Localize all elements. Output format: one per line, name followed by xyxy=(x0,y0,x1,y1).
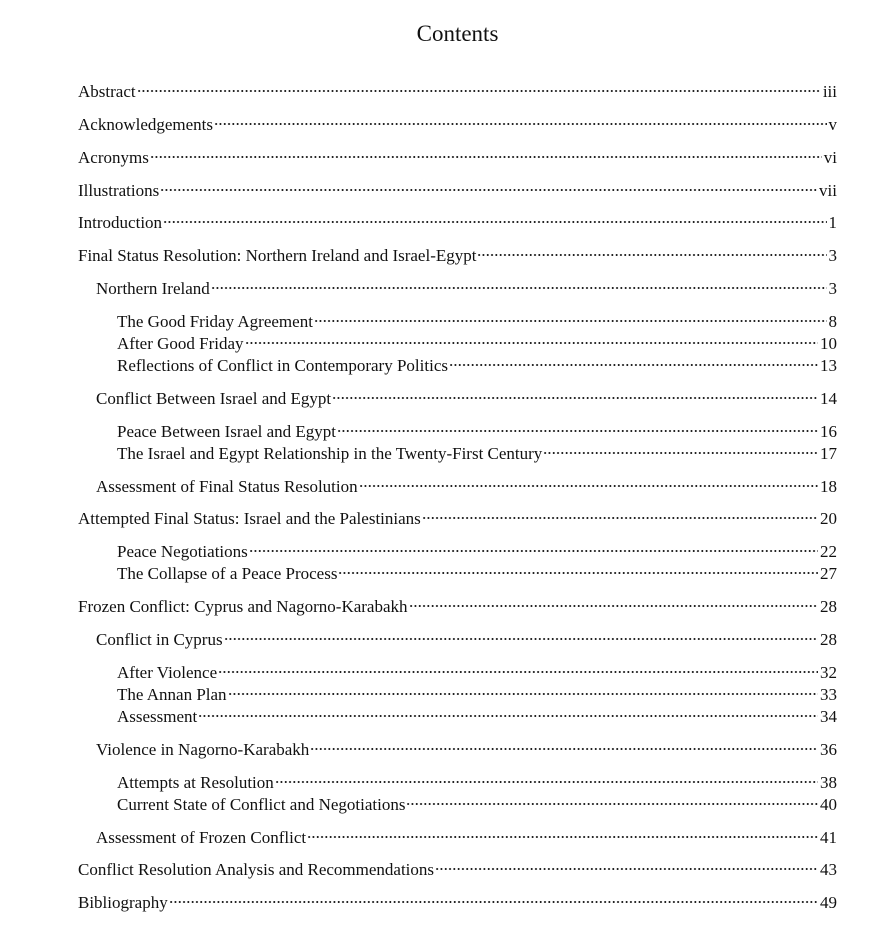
toc-entry-label: Assessment of Frozen Conflict xyxy=(96,828,307,847)
toc-page-number: 27 xyxy=(820,564,837,583)
toc-entry-peace-israel-egypt[interactable] xyxy=(117,421,837,443)
toc-page-number: 1 xyxy=(828,213,837,232)
dot-leader xyxy=(249,550,818,552)
toc-entry-label: Attempts at Resolution xyxy=(117,773,274,792)
toc-entry-annan-plan[interactable] xyxy=(117,684,837,706)
dot-leader xyxy=(435,868,818,870)
toc-entry-conflict-in-cyprus[interactable] xyxy=(96,629,837,651)
toc-page-number: 18 xyxy=(820,477,837,496)
dot-leader xyxy=(477,254,826,256)
toc-entry-label: Final Status Resolution: Northern Ireland and Israel-Egypt xyxy=(78,246,477,265)
dot-leader xyxy=(332,397,818,399)
toc-entry-label: Introduction xyxy=(78,213,163,232)
toc-entry-label: Acronyms xyxy=(78,148,149,167)
toc-page-number: 13 xyxy=(820,356,837,375)
dot-leader xyxy=(307,836,818,838)
dot-leader xyxy=(449,364,818,366)
dot-leader xyxy=(224,638,818,640)
toc-entry-after-good-friday[interactable] xyxy=(117,333,837,355)
dot-leader xyxy=(245,342,818,344)
toc-page-number: 33 xyxy=(820,685,837,704)
toc-entry-label: The Israel and Egypt Relationship in the Twenty-First Century xyxy=(117,444,543,463)
toc-page-number: v xyxy=(828,115,837,134)
toc-entry-attempts-at-resolution[interactable] xyxy=(117,772,837,794)
dot-leader xyxy=(359,485,818,487)
toc-entry-label: Peace Between Israel and Egypt xyxy=(117,422,337,441)
toc-entry-frozen-conflict[interactable] xyxy=(78,596,837,618)
toc-page-number: vi xyxy=(823,148,837,167)
toc-entry-conflict-israel-egypt[interactable] xyxy=(96,388,837,410)
toc-entry-final-status-resolution[interactable] xyxy=(78,245,837,267)
toc-entry-introduction[interactable] xyxy=(78,212,837,234)
toc-page-number: 49 xyxy=(820,893,837,912)
toc-entry-label: The Annan Plan xyxy=(117,685,227,704)
toc-entry-abstract[interactable] xyxy=(78,81,837,103)
dot-leader xyxy=(163,221,826,223)
toc-page-number: 17 xyxy=(820,444,837,463)
toc-entry-assessment-final-status[interactable] xyxy=(96,476,837,498)
dot-leader xyxy=(314,320,827,322)
toc-entry-violence-nagorno-karabakh[interactable] xyxy=(96,739,837,761)
toc-entry-after-violence[interactable] xyxy=(117,662,837,684)
toc-page-number: 16 xyxy=(820,422,837,441)
toc-page-number: 41 xyxy=(820,828,837,847)
toc-entry-label: The Collapse of a Peace Process xyxy=(117,564,338,583)
toc-entry-label: Current State of Conflict and Negotiations xyxy=(117,795,406,814)
toc-entry-label: Assessment of Final Status Resolution xyxy=(96,477,358,496)
toc-page-number: vii xyxy=(819,181,837,200)
dot-leader xyxy=(543,452,818,454)
toc-page-number: 28 xyxy=(820,597,837,616)
dot-leader xyxy=(211,287,827,289)
toc-page-number: 32 xyxy=(820,663,837,682)
dot-leader xyxy=(214,123,826,125)
toc-page-number: 43 xyxy=(820,860,837,879)
toc-entry-northern-ireland[interactable] xyxy=(96,278,837,300)
dot-leader xyxy=(422,517,818,519)
toc-entry-peace-negotiations[interactable] xyxy=(117,541,837,563)
toc-page-number: 20 xyxy=(820,509,837,528)
toc-entry-illustrations[interactable] xyxy=(78,180,837,202)
toc-page-number: 3 xyxy=(828,246,837,265)
toc-entry-label: Abstract xyxy=(78,82,136,101)
dot-leader xyxy=(160,189,817,191)
dot-leader xyxy=(150,156,822,158)
dot-leader xyxy=(198,715,818,717)
toc-entry-reflections-of-conflict[interactable] xyxy=(117,355,837,377)
toc-entry-bibliography[interactable] xyxy=(78,892,837,914)
toc-entry-label: Illustrations xyxy=(78,181,160,200)
toc-page-number: 22 xyxy=(820,542,837,561)
toc-entry-israel-egypt-relationship[interactable] xyxy=(117,443,837,465)
dot-leader xyxy=(218,671,818,673)
toc-page-number: 14 xyxy=(820,389,837,408)
toc-entry-label: After Good Friday xyxy=(117,334,244,353)
dot-leader xyxy=(338,572,818,574)
toc-entry-label: Assessment xyxy=(117,707,198,726)
toc-entry-analysis-and-recommendations[interactable] xyxy=(78,859,837,881)
toc-entry-attempted-final-status[interactable] xyxy=(78,508,837,530)
toc-entry-label: Bibliography xyxy=(78,893,168,912)
toc-entry-label: Conflict Between Israel and Egypt xyxy=(96,389,332,408)
toc-page-number: 28 xyxy=(820,630,837,649)
toc-entry-label: After Violence xyxy=(117,663,218,682)
toc-entry-acknowledgements[interactable] xyxy=(78,114,837,136)
toc-entry-label: Reflections of Conflict in Contemporary Politics xyxy=(117,356,448,375)
dot-leader xyxy=(406,803,818,805)
dot-leader xyxy=(169,901,818,903)
toc-entry-acronyms[interactable] xyxy=(78,147,837,169)
toc-entry-current-state-of-conflict[interactable] xyxy=(117,794,837,816)
page-title: Contents xyxy=(416,21,499,46)
toc-entry-assessment[interactable] xyxy=(117,706,837,728)
toc-entry-label: Conflict in Cyprus xyxy=(96,630,223,649)
toc-page-number: 3 xyxy=(828,279,837,298)
dot-leader xyxy=(409,605,818,607)
dot-leader xyxy=(337,430,818,432)
toc-entry-label: Conflict Resolution Analysis and Recommendations xyxy=(78,860,435,879)
toc-entry-label: Peace Negotiations xyxy=(117,542,248,561)
toc-page-number: 36 xyxy=(820,740,837,759)
toc-entry-label: The Good Friday Agreement xyxy=(117,312,313,331)
toc-page-number: 8 xyxy=(828,312,837,331)
toc-page-number: 10 xyxy=(820,334,837,353)
dot-leader xyxy=(137,90,821,92)
dot-leader xyxy=(275,781,818,783)
toc-entry-label: Northern Ireland xyxy=(96,279,210,298)
toc-entry-label: Violence in Nagorno-Karabakh xyxy=(96,740,310,759)
toc-page-number: iii xyxy=(822,82,837,101)
toc-page-number: 38 xyxy=(820,773,837,792)
toc-entry-good-friday-agreement[interactable] xyxy=(117,311,837,333)
toc-entry-label: Acknowledgements xyxy=(78,115,214,134)
dot-leader xyxy=(310,748,818,750)
toc-page-number: 40 xyxy=(820,795,837,814)
toc-entry-assessment-frozen-conflict[interactable] xyxy=(96,827,837,849)
toc-entry-collapse-peace-process[interactable] xyxy=(117,563,837,585)
dot-leader xyxy=(228,693,818,695)
toc-entry-label: Frozen Conflict: Cyprus and Nagorno-Karabakh xyxy=(78,597,408,616)
toc-page-number: 34 xyxy=(820,707,837,726)
toc-entry-label: Attempted Final Status: Israel and the Palestinians xyxy=(78,509,421,528)
